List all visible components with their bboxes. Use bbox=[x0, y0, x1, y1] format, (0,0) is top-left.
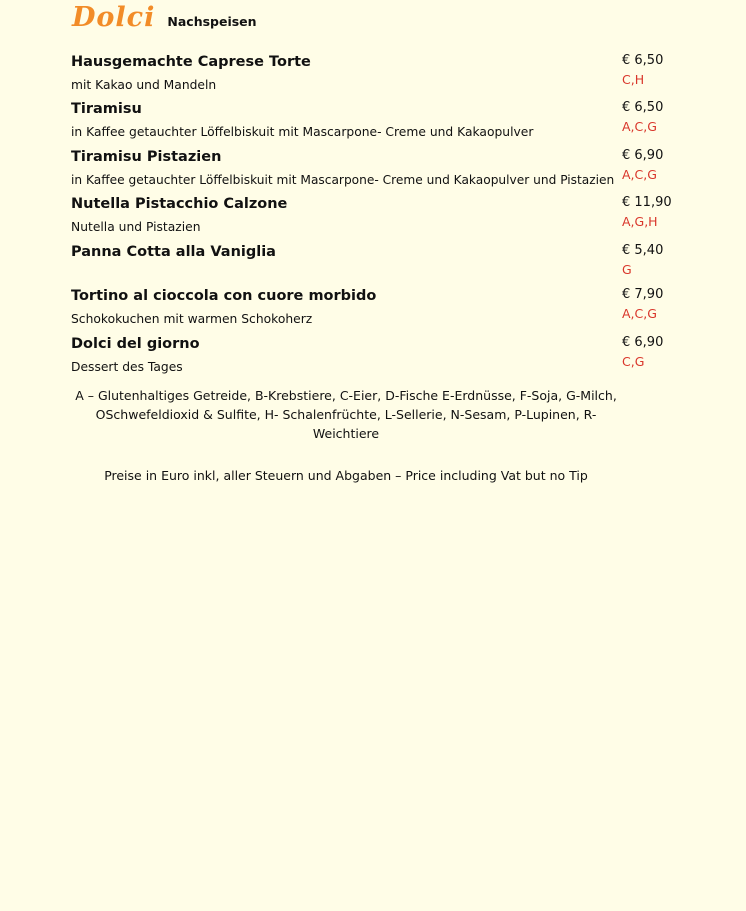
item-price: € 7,90 bbox=[622, 287, 664, 302]
item-name: Tortino al cioccola con cuore morbido bbox=[71, 288, 377, 304]
item-price: € 6,50 bbox=[622, 100, 664, 115]
item-description: Schokokuchen mit warmen Schokoherz bbox=[71, 312, 313, 326]
item-allergens: A,C,G bbox=[622, 119, 657, 134]
item-description: mit Kakao und Mandeln bbox=[71, 78, 217, 92]
item-price: € 6,90 bbox=[622, 148, 664, 163]
item-name: Dolci del giorno bbox=[71, 336, 200, 352]
section-subtitle: Nachspeisen bbox=[167, 14, 257, 29]
item-name: Tiramisu Pistazien bbox=[71, 149, 222, 165]
item-description: in Kaffee getauchter Löffelbiskuit mit Mascarpone- Creme und Kakaopulver bbox=[71, 125, 534, 139]
section-title: Dolci bbox=[72, 2, 156, 33]
item-description: Nutella und Pistazien bbox=[71, 220, 201, 234]
item-allergens: A,G,H bbox=[622, 214, 658, 229]
item-price: € 6,90 bbox=[622, 335, 664, 350]
item-name: Tiramisu bbox=[71, 101, 142, 117]
item-price: € 5,40 bbox=[622, 243, 664, 258]
menu-header bbox=[72, 2, 257, 38]
item-allergens: C,G bbox=[622, 354, 645, 369]
allergen-legend: A – Glutenhaltiges Getreide, B-Krebstiere, C-Eier, D-Fische E-Erdnüsse, F-Soja, G-Milch, OSchwefeldioxid & Sulfite, H- Schalenfrüchte, L-Sellerie, N-Sesam, P-Lupinen, R-Weichtiere bbox=[75, 388, 617, 441]
item-allergens: A,C,G bbox=[622, 167, 657, 182]
item-allergens: C,H bbox=[622, 72, 645, 87]
item-price: € 6,50 bbox=[622, 53, 664, 68]
item-description: Dessert des Tages bbox=[71, 360, 183, 374]
price-note: Preise in Euro inkl, aller Steuern und Abgaben – Price including Vat but no Tip bbox=[104, 468, 588, 483]
item-name: Nutella Pistacchio Calzone bbox=[71, 196, 288, 212]
item-name: Hausgemachte Caprese Torte bbox=[71, 54, 311, 70]
item-name: Panna Cotta alla Vaniglia bbox=[71, 244, 276, 260]
item-allergens: A,C,G bbox=[622, 306, 657, 321]
item-description: in Kaffee getauchter Löffelbiskuit mit Mascarpone- Creme und Kakaopulver und Pistazien bbox=[71, 173, 615, 187]
item-price: € 11,90 bbox=[622, 195, 672, 210]
item-allergens: G bbox=[622, 262, 632, 277]
